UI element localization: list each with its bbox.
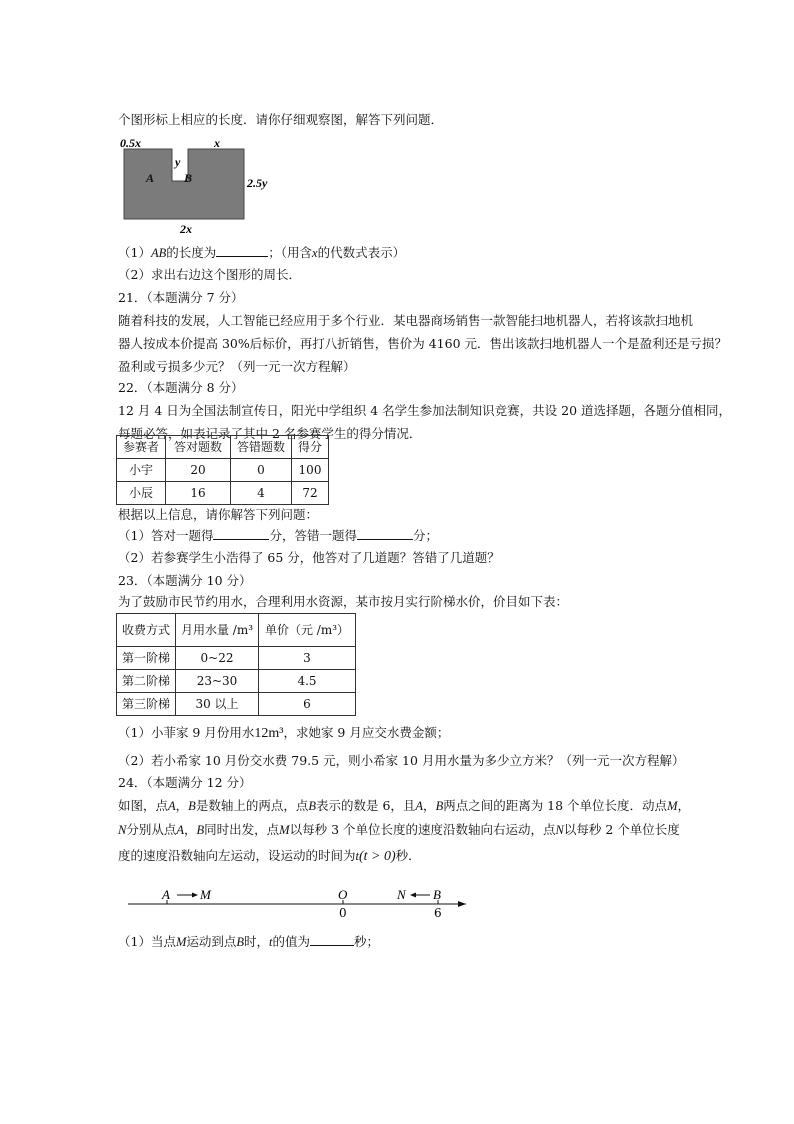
figure-label-x: x: [214, 136, 220, 150]
answer-blank[interactable]: [357, 527, 413, 540]
q22-part1: （1）答对一题得 分，答错一题得 分；: [118, 528, 438, 543]
q23-part1: （1）小菲家 9 月份用水12m³，求她家 9 月应交水费金额；: [118, 725, 450, 741]
number-line: [118, 882, 478, 922]
table-row: 小辰 16 4 72: [117, 482, 329, 505]
q24-heading: 24．（本题满分 12 分）: [118, 775, 252, 790]
arrow-right-head-icon: [192, 893, 198, 898]
axis-label-B: B: [433, 887, 441, 902]
q20-part1: （1）AB的长度为 ；（用含x的代数式表示）: [118, 245, 406, 260]
q23-line1: 为了鼓励市民节约用水，合理利用水资源，某市按月实行阶梯水价，价目如下表：: [118, 594, 569, 609]
q22-heading: 22．（本题满分 8 分）: [118, 380, 244, 395]
axis-label-N: N: [397, 887, 406, 902]
axis-label-M: M: [200, 887, 211, 902]
q23-table: [116, 613, 356, 716]
table-row: 小宇 20 0 100: [117, 459, 329, 482]
figure-label-A: A: [146, 171, 155, 185]
answer-blank[interactable]: [213, 527, 269, 540]
q24-part1: （1）当点M运动到点B时，t的值为 秒；: [118, 934, 380, 949]
q24-line3: 度的速度沿数轴向左运动，设运动的时间为t(t > 0)秒．: [118, 848, 421, 864]
q21-line1: 随着科技的发展，人工智能已经应用于多个行业．某电器商场销售一款智能扫地机器人，若将该款扫地机: [118, 313, 694, 328]
q20-figure: [118, 136, 298, 236]
q22-line2: 每题必答，如表记录了其中 2 名参赛学生的得分情况．: [118, 426, 422, 441]
answer-blank[interactable]: [216, 244, 268, 257]
axis-tick-6: 6: [434, 906, 442, 920]
q22-after: 根据以上信息，请你解答下列问题：: [118, 507, 319, 522]
figure-label-2x: 2x: [180, 222, 192, 236]
intro-text: 个图形标上相应的长度．请你仔细观察图，解答下列问题．: [118, 112, 444, 127]
table-row: 第三阶梯 30 以上 6: [117, 693, 356, 716]
q22-line1: 12 月 4 日为全国法制宣传日，阳光中学组织 4 名学生参加法制知识竞赛，共设 20 道选择题，各题分值相同，: [118, 403, 732, 418]
table-header-row: 参赛者 答对题数 答错题数 得分: [117, 436, 329, 459]
table-row: 第二阶梯 23~30 4.5: [117, 670, 356, 693]
axis-arrow-icon: [458, 901, 466, 907]
q22-table: [116, 435, 329, 505]
axis-label-A: A: [162, 887, 170, 902]
figure-label-half-x: 0.5x: [120, 136, 141, 150]
figure-label-B: B: [184, 171, 193, 185]
q23-part2: （2）若小希家 10 月份交水费 79.5 元，则小希家 10 月用水量为多少立方米？（列一元一次方程解）: [118, 753, 685, 768]
q22-part2: （2）若参赛学生小浩得了 65 分，他答对了几道题？答错了几道题？: [118, 550, 500, 565]
q21-line3: 盈利或亏损多少元？（列一元一次方程解）: [118, 359, 356, 374]
figure-label-2-5y: 2.5y: [247, 176, 268, 190]
q23-heading: 23．（本题满分 10 分）: [118, 573, 252, 588]
table-row: 第一阶梯 0~22 3: [117, 647, 356, 670]
q20-part2: （2）求出右边这个图形的周长．: [118, 267, 301, 282]
axis-tick-0: 0: [339, 906, 347, 920]
figure-label-y: y: [175, 155, 181, 169]
axis-label-O: O: [338, 887, 348, 902]
q24-line1: 如图，点A，B是数轴上的两点，点B表示的数是 6，且A，B两点之间的距离为 18 个单位长度．动点M，: [118, 798, 690, 813]
table-header-row: 收费方式 月用水量 /m³ 单价（元 /m³）: [117, 614, 356, 647]
q24-line2: N分别从点A，B同时出发，点M以每秒 3 个单位长度的速度沿数轴向右运动，点N以每秒 2 个单位长度: [118, 822, 680, 837]
answer-blank[interactable]: [310, 933, 354, 946]
arrow-left-head-icon: [410, 893, 416, 898]
q21-heading: 21．（本题满分 7 分）: [118, 290, 244, 305]
q21-line2: 器人按成本价提高 30%后标价，再打八折销售，售价为 4160 元．售出该款扫地机器人一个是盈利还是亏损？: [118, 336, 728, 351]
